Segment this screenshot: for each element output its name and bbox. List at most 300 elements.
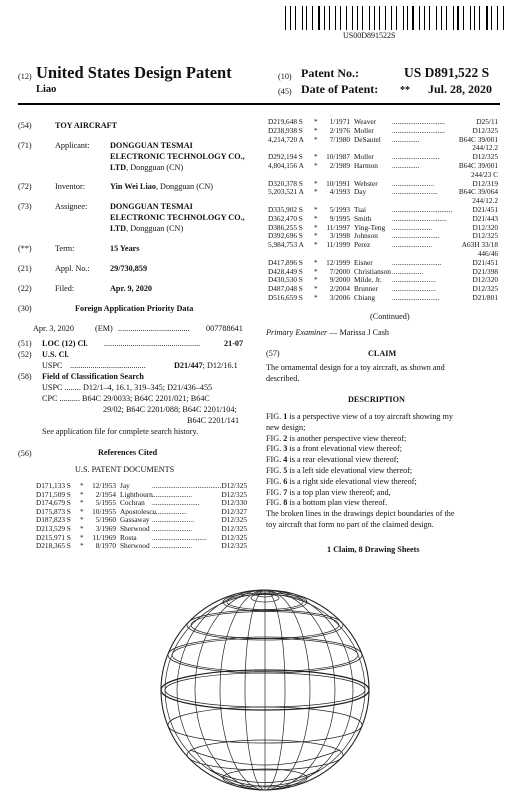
barcode-bar xyxy=(455,6,456,30)
reference-star: * xyxy=(314,275,318,285)
reference-cls: D21/398 xyxy=(472,266,498,276)
reference-cls: D12/319 xyxy=(472,178,498,188)
reference-cls: D21/443 xyxy=(472,213,498,223)
field-search-cpc: CPC .......... B64C 29/0033; B64C 2201/021; B64C xyxy=(42,394,210,403)
barcode-bar xyxy=(505,6,506,30)
figure-number: 2 xyxy=(283,433,288,443)
inventor-value: Yin Wei Liao, Dongguan (CN) xyxy=(110,182,214,191)
reference-date: 2/1976 xyxy=(329,125,350,135)
barcode-bar xyxy=(495,6,496,30)
reference-date: 11/1999 xyxy=(326,240,350,250)
code-54: (54) xyxy=(18,121,32,130)
reference-cls: D12/325 xyxy=(221,532,247,542)
reference-cls: B64C 39/001 xyxy=(458,161,498,170)
barcode-bar xyxy=(444,6,445,30)
code-45: (45) xyxy=(278,87,292,96)
reference-name: Rosta xyxy=(120,532,137,542)
reference-cls: D12/325 xyxy=(221,489,247,499)
reference-date: 1/1971 xyxy=(329,117,350,126)
barcode-bar xyxy=(474,6,475,30)
assignee-label: Assignee: xyxy=(55,202,88,211)
loc-label: LOC (12) Cl. xyxy=(42,339,88,348)
reference-name: Weaver xyxy=(354,117,377,126)
reference-cls: D12/327 xyxy=(221,506,247,516)
patent-date: Jul. 28, 2020 xyxy=(428,82,493,96)
figure-description-line xyxy=(266,509,455,519)
reference-name: Smith xyxy=(354,213,372,223)
code-30: (30) xyxy=(18,304,32,313)
document-title: United States Design Patent xyxy=(36,63,232,82)
loc-dots: ............................................... xyxy=(104,339,201,348)
reference-dots: .......................... xyxy=(392,293,440,302)
figure-description-line xyxy=(266,434,406,444)
reference-cls: D21/801 xyxy=(472,293,498,302)
reference-dots: ............... xyxy=(392,134,420,144)
reference-date: 2/1954 xyxy=(95,489,116,499)
barcode-bar xyxy=(438,6,439,30)
reference-date: 5/1960 xyxy=(95,515,116,525)
reference-date: 5/1955 xyxy=(95,498,116,508)
figure-text: toy aircraft that form no part of the claimed design. xyxy=(266,520,434,529)
uspc-dots: ..................................... xyxy=(70,361,146,370)
reference-cls: D12/325 xyxy=(221,515,247,525)
figure-text: new design; xyxy=(266,422,306,432)
reference-dots: ........................... xyxy=(392,257,442,267)
figure-prefix: FIG. xyxy=(266,466,284,475)
barcode-bar xyxy=(432,6,433,30)
code-57: (57) xyxy=(266,349,280,358)
reference-name: Eisner xyxy=(354,257,373,267)
claim-heading: CLAIM xyxy=(368,349,397,358)
figure-number: 8 xyxy=(283,498,288,508)
code-51: (51) xyxy=(18,339,32,348)
reference-cls: D12/320 xyxy=(472,275,498,285)
reference-star: * xyxy=(314,231,318,241)
code-73: (73) xyxy=(18,202,32,211)
reference-star: * xyxy=(80,498,84,508)
reference-star: * xyxy=(80,532,84,542)
reference-name: DeSautel xyxy=(354,134,381,144)
assignee-line1: DONGGUAN TESMAI xyxy=(110,202,193,211)
priority-date: Apr. 3, 2020 xyxy=(33,324,74,333)
reference-name: Ying-Teng xyxy=(354,222,386,232)
reference-dots: ............................. xyxy=(392,117,445,126)
barcode-bar xyxy=(302,6,303,30)
barcode-bar xyxy=(387,6,389,30)
barcode-bar xyxy=(344,6,345,30)
figure-text: is a top plan view thereof; and, xyxy=(287,487,391,497)
references-heading: References Cited xyxy=(98,448,158,457)
reference-date: 2/2004 xyxy=(329,284,350,294)
reference-date: 11/1997 xyxy=(326,222,350,232)
reference-dots: .......................... xyxy=(152,498,200,508)
barcode-bar xyxy=(394,6,395,30)
reference-dots: ...................... xyxy=(152,524,193,533)
reference-dots: ............... xyxy=(392,161,420,170)
reference-star: * xyxy=(314,125,318,135)
figure-number: 3 xyxy=(283,444,288,454)
figure-number: 1 xyxy=(283,412,288,421)
reference-cls: D21/451 xyxy=(472,257,498,267)
filed-value: Apr. 9, 2020 xyxy=(110,284,153,293)
reference-dots: .............................. xyxy=(392,213,447,223)
barcode-bar xyxy=(287,6,288,30)
figure-description-line xyxy=(266,477,417,487)
reference-star: * xyxy=(314,293,318,302)
barcode-bar xyxy=(416,6,417,30)
barcode-bar xyxy=(429,6,430,30)
figure-prefix: FIG. xyxy=(266,476,284,486)
barcode-bar xyxy=(304,6,305,30)
figure-number: 7 xyxy=(283,487,288,497)
barcode-bar xyxy=(410,6,411,30)
reference-star: * xyxy=(314,178,318,188)
barcode-bar xyxy=(365,6,367,30)
figure-prefix: FIG. xyxy=(266,487,284,497)
barcode-bar xyxy=(470,6,471,30)
barcode-bar xyxy=(340,6,342,30)
barcode-bar xyxy=(337,6,338,30)
figure-description-line xyxy=(266,466,412,476)
reference-date: 9/1995 xyxy=(329,213,350,223)
barcode-bar xyxy=(457,6,459,30)
reference-no: D171,509 S xyxy=(36,489,71,499)
reference-star: * xyxy=(80,481,84,490)
barcode-bar xyxy=(314,6,315,30)
claims-sheets-count: 1 Claim, 8 Drawing Sheets xyxy=(327,545,420,554)
reference-date: 5/1993 xyxy=(329,205,350,214)
inventor-label: Inventor: xyxy=(55,182,86,191)
applicant-line1: DONGGUAN TESMAI xyxy=(110,141,193,150)
barcode-bar xyxy=(419,6,420,30)
barcode-bar xyxy=(381,6,382,30)
figure-description-line xyxy=(266,444,402,454)
reference-cls: D12/325 xyxy=(221,524,247,533)
figure-prefix: FIG. xyxy=(266,433,284,443)
reference-no: D175,873 S xyxy=(36,506,71,516)
reference-no: 4,804,156 A xyxy=(268,161,304,170)
reference-dots: ................. xyxy=(392,266,424,276)
reference-no: D292,194 S xyxy=(268,152,303,162)
reference-date: 12/1953 xyxy=(92,481,116,490)
barcode-bar xyxy=(441,6,442,30)
reference-star: * xyxy=(80,541,84,551)
barcode-number: US00D891522S xyxy=(343,31,396,40)
barcode-bar xyxy=(379,6,380,30)
reference-date: 11/1969 xyxy=(92,532,116,542)
field-search-uspc: USPC ........ D12/1–4, 16.1, 319–345; D21/436–455 xyxy=(42,383,213,392)
barcode-bar xyxy=(491,6,492,30)
assignee-line2: ELECTRONIC TECHNOLOGY CO., xyxy=(110,213,245,222)
code-22: (22) xyxy=(18,284,32,293)
reference-no: D430,530 S xyxy=(268,275,303,285)
header-rule xyxy=(18,103,500,105)
barcode-bar xyxy=(306,6,307,30)
reference-no: D335,902 S xyxy=(268,205,303,214)
reference-name: Sherwood xyxy=(120,541,150,551)
field-search-heading: Field of Classification Search xyxy=(42,372,144,381)
barcode-bar xyxy=(403,6,404,30)
figure-prefix: FIG. xyxy=(266,444,284,454)
reference-cls: D12/330 xyxy=(221,498,247,508)
barcode-bar xyxy=(298,6,300,30)
figure-description-line xyxy=(266,498,387,508)
barcode-bar xyxy=(385,6,386,30)
barcode-bar xyxy=(446,6,447,30)
reference-no: D392,696 S xyxy=(268,231,303,241)
barcode-bar xyxy=(369,6,370,30)
reference-cls: 244/12.2 xyxy=(472,143,498,153)
reference-date: 7/2000 xyxy=(329,266,350,276)
reference-date: 10/1955 xyxy=(92,506,116,516)
reference-dots: ........................ xyxy=(392,284,436,294)
reference-cls: D12/320 xyxy=(472,222,498,232)
reference-name: Cochran xyxy=(120,498,145,508)
barcode-bar xyxy=(436,6,438,30)
barcode-bar xyxy=(404,6,405,30)
reference-name: Sherwood xyxy=(120,524,150,533)
reference-dots: ....................... xyxy=(152,515,194,525)
reference-date: 3/1969 xyxy=(95,524,116,533)
reference-dots: ............................. xyxy=(392,125,445,135)
reference-star: * xyxy=(314,284,318,294)
continued-label: (Continued) xyxy=(370,312,410,321)
reference-no: D417,896 S xyxy=(268,257,303,267)
patent-no-label: Patent No.: xyxy=(301,66,359,80)
reference-name: Perez xyxy=(354,240,371,250)
barcode-bar xyxy=(482,6,484,30)
reference-star: * xyxy=(314,266,318,276)
reference-no: D171,133 S xyxy=(36,481,71,490)
reference-dots: ...................... xyxy=(152,541,193,551)
date-label: Date of Patent: xyxy=(301,82,379,96)
barcode-bar xyxy=(462,6,463,30)
reference-star: * xyxy=(314,222,318,232)
reference-star: * xyxy=(314,205,318,214)
code-71: (71) xyxy=(18,141,32,150)
reference-star: * xyxy=(80,506,84,516)
figure-text: is a rear elevational view thereof; xyxy=(287,455,399,465)
priority-number: 007788641 xyxy=(206,324,243,333)
barcode-bar xyxy=(391,6,392,30)
reference-no: D238,938 S xyxy=(268,125,303,135)
reference-name: Brunner xyxy=(354,284,378,294)
reference-dots: ................... xyxy=(152,506,187,516)
reference-dots: ........................ xyxy=(392,275,436,285)
reference-star: * xyxy=(314,161,318,170)
reference-no: D213,529 S xyxy=(36,524,71,533)
reference-name: Gassaway xyxy=(120,515,150,525)
claim-text-line1: The ornamental design for a toy aircraft, as shown and xyxy=(266,363,445,372)
reference-date: 4/1993 xyxy=(329,187,350,197)
barcode-bar xyxy=(362,6,363,30)
figure-text: is a front elevational view thereof; xyxy=(287,444,402,454)
reference-date: 10/1991 xyxy=(326,178,350,188)
reference-star: * xyxy=(80,524,84,533)
claim-text-line2: described. xyxy=(266,374,300,383)
reference-date: 9/2000 xyxy=(329,275,350,285)
reference-dots: .............................. xyxy=(152,532,207,542)
reference-no: D516,659 S xyxy=(268,293,303,302)
reference-cls: D12/325 xyxy=(472,125,498,135)
reference-name: Apostolescu xyxy=(120,506,157,516)
code-21: (21) xyxy=(18,264,32,273)
field-search-cpc3: B64C 2201/141 xyxy=(187,416,240,425)
reference-date: 8/1970 xyxy=(95,541,116,551)
figure-number: 4 xyxy=(283,455,288,465)
reference-no: D428,449 S xyxy=(268,266,303,276)
barcode-bar xyxy=(332,6,333,30)
reference-no: D174,679 S xyxy=(36,498,71,508)
barcode-bar xyxy=(318,6,320,30)
reference-cls: B64C 39/001 xyxy=(458,134,498,144)
reference-no: 4,214,720 A xyxy=(268,134,304,144)
reference-cls: D25/11 xyxy=(476,117,498,126)
reference-name: Webster xyxy=(354,178,378,188)
barcode-bar xyxy=(486,6,487,30)
figure-description-line xyxy=(266,423,305,433)
loc-value: 21-07 xyxy=(224,339,244,348)
code-56: (56) xyxy=(18,449,32,458)
barcode-bar xyxy=(407,6,408,30)
reference-no: D362,470 S xyxy=(268,213,303,223)
barcode xyxy=(285,6,507,30)
barcode-bar xyxy=(327,6,328,30)
priority-dots: ................................... xyxy=(118,324,190,333)
figure-prefix: FIG. xyxy=(266,498,284,508)
barcode-bar xyxy=(371,6,372,30)
barcode-bar xyxy=(466,6,467,30)
barcode-bar xyxy=(489,6,490,30)
barcode-bar xyxy=(295,6,296,30)
reference-dots: .......................... xyxy=(392,152,440,162)
reference-cls: 244/23 C xyxy=(471,169,498,179)
reference-name: Jay xyxy=(120,481,130,490)
reference-name: Moller xyxy=(354,152,374,162)
reference-date: 3/1998 xyxy=(329,231,350,241)
figure-text: is a perspective view of a toy aircraft showing my xyxy=(287,412,453,421)
applicant-line2: ELECTRONIC TECHNOLOGY CO., xyxy=(110,152,245,161)
reference-name: Milde, Jr. xyxy=(354,275,382,285)
reference-no: 5,984,753 A xyxy=(268,240,304,250)
reference-date: 10/1987 xyxy=(326,152,350,162)
code-10: (10) xyxy=(278,72,292,81)
barcode-bar xyxy=(329,6,330,30)
reference-cls: D12/325 xyxy=(221,481,247,490)
reference-dots: ......................... xyxy=(392,187,438,197)
barcode-bar xyxy=(348,6,349,30)
barcode-bar xyxy=(478,6,479,30)
reference-star: * xyxy=(80,515,84,525)
figure-description-line xyxy=(266,520,434,530)
barcode-bar xyxy=(346,6,347,30)
examiner-line: Primary Examiner — Marissa J Cash xyxy=(266,328,390,337)
barcode-bar xyxy=(412,6,414,30)
reference-no: D219,648 S xyxy=(268,117,303,126)
term-label: Term: xyxy=(55,244,75,253)
appl-no-value: 29/730,859 xyxy=(110,264,148,273)
barcode-bar xyxy=(352,6,353,30)
reference-no: 5,203,521 A xyxy=(268,187,304,197)
reference-dots: ...................... xyxy=(392,240,433,250)
reference-cls: B64C 39/064 xyxy=(458,187,498,197)
barcode-bar xyxy=(449,6,450,30)
barcode-bar xyxy=(377,6,378,30)
reference-date: 3/2006 xyxy=(329,293,350,302)
code-58: (58) xyxy=(18,372,32,381)
reference-no: D218,365 S xyxy=(36,541,71,551)
code-12: (12) xyxy=(18,72,32,81)
figure-text: is a left side elevational view thereof; xyxy=(287,466,413,475)
reference-no: D487,048 S xyxy=(268,284,303,294)
us-cl-label: U.S. Cl. xyxy=(42,350,69,359)
barcode-bar xyxy=(361,6,362,30)
reference-cls: D12/325 xyxy=(472,231,498,241)
reference-no: D215,971 S xyxy=(36,532,71,542)
reference-dots: ...................... xyxy=(392,222,433,232)
priority-heading: Foreign Application Priority Data xyxy=(75,304,194,313)
reference-date: 12/1999 xyxy=(326,257,350,267)
figure-description-line xyxy=(266,488,391,498)
reference-star: * xyxy=(314,213,318,223)
figure-prefix: FIG. xyxy=(266,412,284,421)
reference-star: * xyxy=(314,240,318,250)
reference-dots: .......................... xyxy=(392,231,440,241)
reference-star: * xyxy=(314,152,318,162)
figure-description-line xyxy=(266,455,399,465)
filed-label: Filed: xyxy=(55,284,75,293)
uspc-label: USPC xyxy=(42,361,63,370)
barcode-bar xyxy=(463,6,464,30)
barcode-bar xyxy=(324,6,325,30)
code-term: (**) xyxy=(18,244,32,253)
reference-dots: ....................... xyxy=(392,178,434,188)
barcode-bar xyxy=(374,6,375,30)
reference-cls: 244/12.2 xyxy=(472,196,498,206)
reference-star: * xyxy=(314,257,318,267)
figure-description-line xyxy=(266,412,453,422)
patent-number: US D891,522 S xyxy=(404,65,490,80)
reference-name: Tsai xyxy=(354,205,367,214)
reference-dots: ...................... xyxy=(152,489,193,499)
barcode-bar xyxy=(424,6,425,30)
reference-dots: ................................. xyxy=(392,205,453,214)
code-52: (52) xyxy=(18,350,32,359)
reference-name: Moller xyxy=(354,125,374,135)
reference-cls: D21/451 xyxy=(472,205,498,214)
reference-no: D187,823 S xyxy=(36,515,71,525)
reference-cls: D12/325 xyxy=(472,152,498,162)
reference-date: 7/1980 xyxy=(329,134,350,144)
figure-prefix: FIG. xyxy=(266,455,284,465)
barcode-bar xyxy=(499,6,500,30)
figure-number: 6 xyxy=(283,476,288,486)
barcode-bar xyxy=(479,6,480,30)
reference-name: Johnson xyxy=(354,231,378,241)
barcode-bar xyxy=(290,6,291,30)
reference-name: Harmon xyxy=(354,161,378,170)
applicant-label: Applicant: xyxy=(55,141,90,150)
term-stars: ** xyxy=(400,85,410,96)
reference-cls: A63H 33/18 xyxy=(461,240,498,250)
reference-name: Lightbourn xyxy=(120,489,153,499)
reference-name: Christianson xyxy=(354,266,391,276)
figure-number: 5 xyxy=(283,466,288,475)
barcode-bar xyxy=(428,6,429,30)
barcode-bar xyxy=(471,6,472,30)
assignee-line3: LTD, Dongguan (CN) xyxy=(110,224,184,233)
barcode-bar xyxy=(285,6,286,30)
